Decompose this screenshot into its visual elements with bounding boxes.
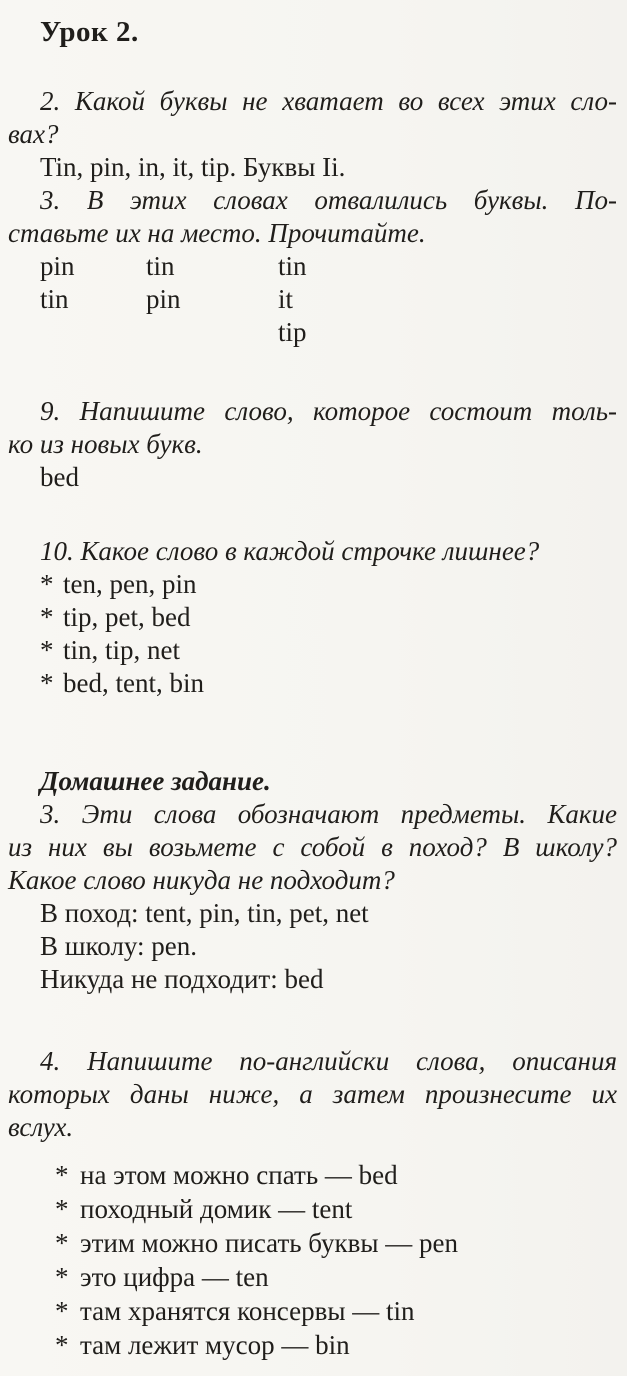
task3-word-cell: pin: [40, 251, 75, 281]
task3-question-line-2: ставьте их на место. Прочитайте.: [8, 218, 426, 248]
homework-task3-question-line-1: 3. Эти слова обозначают предметы. Какие: [40, 799, 617, 829]
task2-question-line-1: 2. Какой буквы не хватает во всех этих сло-: [40, 86, 617, 116]
task10-item-text: bed, tent, bin: [63, 668, 204, 698]
task2-question-line-2: вах?: [8, 119, 59, 149]
homework-task4-answer-list: [8, 1158, 617, 1362]
homework-task4-item: [8, 1226, 617, 1260]
homework-task4-item: [8, 1192, 617, 1226]
asterisk-marker: *: [55, 1194, 69, 1224]
task3-word-cell: tin: [278, 251, 307, 281]
task2-answer: Tin, pin, in, it, tip. Буквы Ii.: [40, 152, 346, 182]
homework-task4-item-text: на этом можно спать — bed: [80, 1160, 398, 1190]
task3-word-cell: it: [278, 284, 294, 314]
task10-item-text: tin, tip, net: [63, 635, 180, 665]
homework-task4-item-text: этим можно писать буквы — pen: [80, 1228, 458, 1258]
task3-word-cell: tin: [40, 284, 69, 314]
homework-task3-question-line-3: Какое слово никуда не подходит?: [8, 865, 395, 895]
homework-task4-item: [8, 1158, 617, 1192]
homework-task3-answer-school: В школу: pen.: [40, 931, 198, 961]
task3-question-line-1: 3. В этих словах отвалились буквы. По-: [40, 185, 617, 215]
homework-task3-answer-none: Никуда не подходит: bed: [40, 964, 324, 994]
homework-task4-item-text: это цифра — ten: [80, 1262, 269, 1292]
homework-task4-item: [8, 1260, 617, 1294]
homework-task3-question-line-2: из них вы возьмете с собой в поход? В школу?: [8, 832, 617, 862]
homework-task3-answer-hike: В поход: tent, pin, tin, pet, net: [40, 898, 369, 928]
task9-question-line-1: 9. Напишите слово, которое состоит толь-: [40, 396, 617, 426]
asterisk-marker: *: [40, 602, 54, 632]
homework-task4-question-line-1: 4. Напишите по-английски слова, описания: [40, 1046, 617, 1076]
homework-task4-question-line-3: вслух.: [8, 1112, 74, 1142]
asterisk-marker: *: [55, 1160, 69, 1190]
task3-word-cell: tip: [278, 317, 307, 347]
task3-word-cell: [146, 316, 278, 349]
asterisk-marker: *: [55, 1262, 69, 1292]
task3-word-grid: [8, 250, 617, 349]
task10-item-text: tip, pet, bed: [63, 602, 191, 632]
homework-task4-item: [8, 1328, 617, 1362]
lesson-title: Урок 2.: [40, 16, 139, 48]
homework-task4-question-line-2: которых даны ниже, а затем произнесите их: [8, 1079, 617, 1109]
homework-task4-item-text: походный домик — tent: [80, 1194, 353, 1224]
task10-item: [8, 634, 617, 667]
asterisk-marker: *: [40, 668, 54, 698]
asterisk-marker: *: [55, 1296, 69, 1326]
homework-task4-item-text: там хранятся консервы — tin: [80, 1296, 415, 1326]
task10-item: [8, 601, 617, 634]
asterisk-marker: *: [40, 569, 54, 599]
task10-question: 10. Какое слово в каждой строчке лишнее?: [40, 536, 540, 566]
task3-word-cell: tin: [146, 251, 175, 281]
homework-task4-item: [8, 1294, 617, 1328]
asterisk-marker: *: [55, 1228, 69, 1258]
asterisk-marker: *: [55, 1330, 69, 1360]
task10-item-text: ten, pen, pin: [63, 569, 197, 599]
asterisk-marker: *: [40, 635, 54, 665]
task9-question-line-2: ко из новых букв.: [8, 429, 203, 459]
task3-word-cell: pin: [146, 284, 181, 314]
task3-word-cell: [40, 316, 146, 349]
task10-item: [8, 568, 617, 601]
task10-item: [8, 667, 617, 700]
homework-heading: Домашнее задание.: [40, 766, 271, 796]
homework-task4-item-text: там лежит мусор — bin: [80, 1330, 350, 1360]
task9-answer: bed: [40, 462, 79, 492]
